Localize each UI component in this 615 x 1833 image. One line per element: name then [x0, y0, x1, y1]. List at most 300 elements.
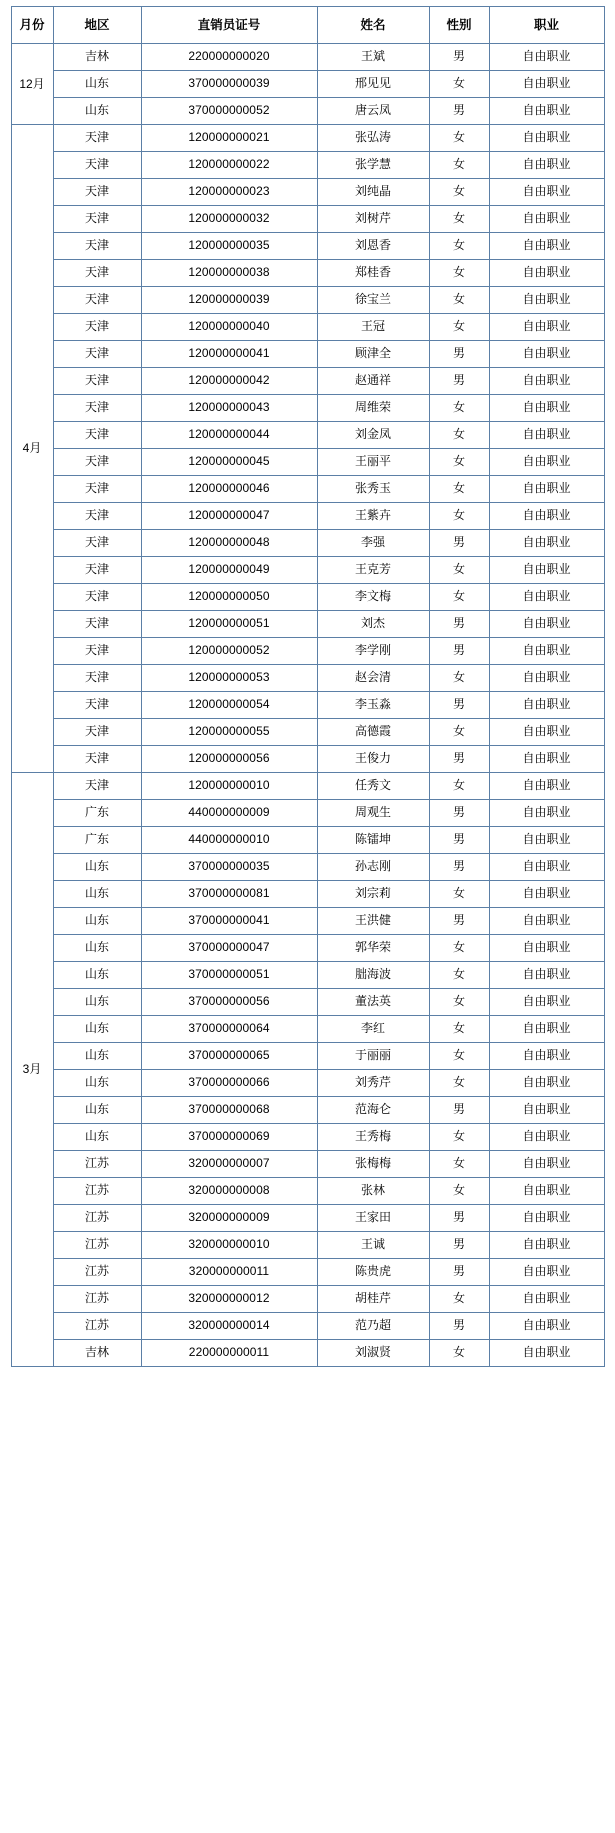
cell-region: 天津: [53, 638, 141, 665]
cell-license: 370000000068: [141, 1097, 317, 1124]
cell-job: 自由职业: [489, 206, 604, 233]
cell-job: 自由职业: [489, 449, 604, 476]
cell-license: 120000000050: [141, 584, 317, 611]
cell-job: 自由职业: [489, 1124, 604, 1151]
cell-license: 120000000055: [141, 719, 317, 746]
cell-region: 天津: [53, 557, 141, 584]
cell-name: 董法英: [317, 989, 429, 1016]
cell-region: 山东: [53, 1043, 141, 1070]
cell-name: 王洪健: [317, 908, 429, 935]
cell-region: 吉林: [53, 1340, 141, 1367]
cell-job: 自由职业: [489, 881, 604, 908]
table-row: [11, 881, 604, 908]
cell-region: 天津: [53, 341, 141, 368]
cell-name: 范乃超: [317, 1313, 429, 1340]
cell-region: 山东: [53, 962, 141, 989]
cell-gender: 女: [429, 1070, 489, 1097]
cell-name: 赵通祥: [317, 368, 429, 395]
cell-gender: 女: [429, 881, 489, 908]
cell-job: 自由职业: [489, 611, 604, 638]
cell-name: 刘淑贤: [317, 1340, 429, 1367]
cell-region: 江苏: [53, 1286, 141, 1313]
column-header-month: 月份: [11, 7, 53, 44]
cell-job: 自由职业: [489, 827, 604, 854]
cell-gender: 男: [429, 746, 489, 773]
cell-license: 120000000023: [141, 179, 317, 206]
cell-region: 山东: [53, 1124, 141, 1151]
table-row: [11, 557, 604, 584]
cell-name: 刘秀芹: [317, 1070, 429, 1097]
cell-license: 370000000081: [141, 881, 317, 908]
cell-gender: 男: [429, 368, 489, 395]
table-row: [11, 1232, 604, 1259]
cell-license: 120000000010: [141, 773, 317, 800]
cell-license: 120000000043: [141, 395, 317, 422]
cell-region: 江苏: [53, 1151, 141, 1178]
cell-gender: 女: [429, 449, 489, 476]
table-row: [11, 1070, 604, 1097]
table-row: [11, 530, 604, 557]
cell-job: 自由职业: [489, 71, 604, 98]
cell-gender: 女: [429, 206, 489, 233]
table-row: [11, 449, 604, 476]
cell-region: 山东: [53, 71, 141, 98]
cell-job: 自由职业: [489, 1340, 604, 1367]
table-row: [11, 44, 604, 71]
cell-name: 王克芳: [317, 557, 429, 584]
cell-job: 自由职业: [489, 368, 604, 395]
cell-region: 天津: [53, 314, 141, 341]
table-row: [11, 989, 604, 1016]
cell-region: 天津: [53, 179, 141, 206]
table-row: [11, 638, 604, 665]
cell-name: 李强: [317, 530, 429, 557]
table-row: [11, 179, 604, 206]
cell-license: 370000000047: [141, 935, 317, 962]
cell-license: 120000000040: [141, 314, 317, 341]
table-row: [11, 1286, 604, 1313]
cell-license: 120000000035: [141, 233, 317, 260]
cell-job: 自由职业: [489, 422, 604, 449]
cell-job: 自由职业: [489, 584, 604, 611]
cell-gender: 女: [429, 665, 489, 692]
cell-gender: 男: [429, 530, 489, 557]
cell-job: 自由职业: [489, 800, 604, 827]
cell-job: 自由职业: [489, 1286, 604, 1313]
cell-region: 天津: [53, 611, 141, 638]
cell-gender: 男: [429, 44, 489, 71]
table-row: [11, 71, 604, 98]
distributor-registration-table: [11, 6, 605, 1367]
cell-job: 自由职业: [489, 395, 604, 422]
cell-name: 王冠: [317, 314, 429, 341]
cell-name: 张学慧: [317, 152, 429, 179]
table-row: [11, 1313, 604, 1340]
cell-license: 120000000039: [141, 287, 317, 314]
cell-license: 120000000022: [141, 152, 317, 179]
cell-region: 山东: [53, 989, 141, 1016]
cell-gender: 女: [429, 314, 489, 341]
cell-name: 胡桂芹: [317, 1286, 429, 1313]
cell-region: 天津: [53, 665, 141, 692]
cell-license: 440000000009: [141, 800, 317, 827]
cell-gender: 女: [429, 1151, 489, 1178]
cell-gender: 女: [429, 503, 489, 530]
cell-license: 370000000052: [141, 98, 317, 125]
cell-name: 李红: [317, 1016, 429, 1043]
cell-license: 320000000009: [141, 1205, 317, 1232]
cell-name: 任秀文: [317, 773, 429, 800]
cell-job: 自由职业: [489, 665, 604, 692]
cell-region: 天津: [53, 233, 141, 260]
cell-job: 自由职业: [489, 746, 604, 773]
cell-gender: 女: [429, 1178, 489, 1205]
cell-job: 自由职业: [489, 476, 604, 503]
cell-region: 山东: [53, 98, 141, 125]
table-row: [11, 1151, 604, 1178]
cell-name: 顾津全: [317, 341, 429, 368]
cell-license: 320000000010: [141, 1232, 317, 1259]
table-row: [11, 800, 604, 827]
cell-name: 高德霞: [317, 719, 429, 746]
cell-gender: 女: [429, 260, 489, 287]
cell-gender: 女: [429, 422, 489, 449]
cell-gender: 女: [429, 1124, 489, 1151]
cell-gender: 男: [429, 341, 489, 368]
cell-job: 自由职业: [489, 44, 604, 71]
column-header-license: 直销员证号: [141, 7, 317, 44]
cell-name: 刘树芹: [317, 206, 429, 233]
cell-gender: 女: [429, 233, 489, 260]
cell-name: 张林: [317, 1178, 429, 1205]
cell-license: 120000000049: [141, 557, 317, 584]
cell-region: 天津: [53, 287, 141, 314]
cell-license: 370000000069: [141, 1124, 317, 1151]
month-group-cell: [11, 773, 53, 1367]
cell-region: 山东: [53, 881, 141, 908]
table-row: [11, 422, 604, 449]
cell-name: 王诚: [317, 1232, 429, 1259]
table-row: [11, 1043, 604, 1070]
table-row: [11, 854, 604, 881]
cell-region: 山东: [53, 854, 141, 881]
cell-license: 320000000012: [141, 1286, 317, 1313]
table-body: [11, 44, 604, 1367]
cell-region: 江苏: [53, 1313, 141, 1340]
cell-name: 朏海波: [317, 962, 429, 989]
table-row: [11, 368, 604, 395]
cell-gender: 女: [429, 1286, 489, 1313]
cell-job: 自由职业: [489, 314, 604, 341]
cell-gender: 男: [429, 1097, 489, 1124]
cell-license: 120000000038: [141, 260, 317, 287]
table-row: [11, 1340, 604, 1367]
cell-gender: 女: [429, 584, 489, 611]
table-row: [11, 1205, 604, 1232]
cell-license: 370000000066: [141, 1070, 317, 1097]
table-row: [11, 962, 604, 989]
cell-name: 王俊力: [317, 746, 429, 773]
cell-gender: 女: [429, 989, 489, 1016]
table-row: [11, 503, 604, 530]
cell-name: 刘宗莉: [317, 881, 429, 908]
cell-license: 120000000041: [141, 341, 317, 368]
cell-job: 自由职业: [489, 854, 604, 881]
cell-gender: 男: [429, 827, 489, 854]
cell-region: 江苏: [53, 1232, 141, 1259]
table-row: [11, 260, 604, 287]
cell-job: 自由职业: [489, 1313, 604, 1340]
cell-job: 自由职业: [489, 908, 604, 935]
cell-region: 山东: [53, 1070, 141, 1097]
cell-job: 自由职业: [489, 1178, 604, 1205]
cell-name: 范海仑: [317, 1097, 429, 1124]
cell-name: 王紫卉: [317, 503, 429, 530]
table-row: [11, 935, 604, 962]
cell-job: 自由职业: [489, 692, 604, 719]
table-row: [11, 314, 604, 341]
table-row: [11, 665, 604, 692]
cell-name: 刘恩香: [317, 233, 429, 260]
cell-region: 江苏: [53, 1178, 141, 1205]
cell-region: 山东: [53, 908, 141, 935]
cell-license: 120000000021: [141, 125, 317, 152]
cell-license: 120000000046: [141, 476, 317, 503]
cell-job: 自由职业: [489, 773, 604, 800]
cell-region: 天津: [53, 476, 141, 503]
table-row: [11, 1259, 604, 1286]
cell-name: 李文梅: [317, 584, 429, 611]
cell-gender: 男: [429, 800, 489, 827]
table-row: [11, 611, 604, 638]
cell-region: 天津: [53, 422, 141, 449]
column-header-region: 地区: [53, 7, 141, 44]
cell-license: 370000000035: [141, 854, 317, 881]
cell-region: 吉林: [53, 44, 141, 71]
cell-license: 320000000007: [141, 1151, 317, 1178]
month-label: 12月: [19, 76, 45, 91]
table-row: [11, 125, 604, 152]
cell-license: 320000000011: [141, 1259, 317, 1286]
table-row: [11, 476, 604, 503]
cell-name: 刘纯晶: [317, 179, 429, 206]
cell-name: 郭华荣: [317, 935, 429, 962]
table-row: [11, 1178, 604, 1205]
column-header-name: 姓名: [317, 7, 429, 44]
cell-region: 天津: [53, 719, 141, 746]
cell-region: 江苏: [53, 1259, 141, 1286]
cell-name: 刘金凤: [317, 422, 429, 449]
month-group-cell: [11, 44, 53, 125]
cell-job: 自由职业: [489, 1232, 604, 1259]
cell-license: 220000000011: [141, 1340, 317, 1367]
cell-region: 天津: [53, 503, 141, 530]
cell-name: 唐云凤: [317, 98, 429, 125]
cell-name: 陈镭坤: [317, 827, 429, 854]
cell-job: 自由职业: [489, 1259, 604, 1286]
cell-gender: 男: [429, 1232, 489, 1259]
cell-license: 370000000051: [141, 962, 317, 989]
cell-region: 天津: [53, 530, 141, 557]
cell-job: 自由职业: [489, 1205, 604, 1232]
cell-gender: 男: [429, 1259, 489, 1286]
cell-job: 自由职业: [489, 962, 604, 989]
cell-gender: 男: [429, 638, 489, 665]
cell-job: 自由职业: [489, 557, 604, 584]
cell-license: 320000000008: [141, 1178, 317, 1205]
cell-job: 自由职业: [489, 341, 604, 368]
cell-license: 120000000053: [141, 665, 317, 692]
cell-job: 自由职业: [489, 530, 604, 557]
cell-gender: 女: [429, 1043, 489, 1070]
cell-region: 天津: [53, 125, 141, 152]
cell-name: 陈贵虎: [317, 1259, 429, 1286]
header-row: [11, 7, 604, 44]
cell-gender: 女: [429, 773, 489, 800]
cell-gender: 女: [429, 287, 489, 314]
cell-region: 天津: [53, 260, 141, 287]
cell-gender: 女: [429, 1016, 489, 1043]
cell-name: 徐宝兰: [317, 287, 429, 314]
table-row: [11, 692, 604, 719]
cell-license: 440000000010: [141, 827, 317, 854]
cell-license: 370000000056: [141, 989, 317, 1016]
cell-license: 120000000044: [141, 422, 317, 449]
cell-license: 370000000064: [141, 1016, 317, 1043]
cell-gender: 女: [429, 719, 489, 746]
cell-gender: 男: [429, 611, 489, 638]
cell-name: 邢见见: [317, 71, 429, 98]
table-row: [11, 152, 604, 179]
cell-license: 370000000065: [141, 1043, 317, 1070]
cell-job: 自由职业: [489, 1043, 604, 1070]
cell-region: 天津: [53, 692, 141, 719]
table-row: [11, 395, 604, 422]
table-row: [11, 1124, 604, 1151]
cell-license: 120000000052: [141, 638, 317, 665]
cell-gender: 男: [429, 98, 489, 125]
cell-name: 王秀梅: [317, 1124, 429, 1151]
cell-job: 自由职业: [489, 989, 604, 1016]
cell-job: 自由职业: [489, 260, 604, 287]
cell-job: 自由职业: [489, 1097, 604, 1124]
cell-name: 王丽平: [317, 449, 429, 476]
cell-name: 郑桂香: [317, 260, 429, 287]
cell-license: 120000000032: [141, 206, 317, 233]
cell-job: 自由职业: [489, 233, 604, 260]
cell-gender: 女: [429, 962, 489, 989]
table-header: [11, 7, 604, 44]
column-header-job: 职业: [489, 7, 604, 44]
cell-name: 李学刚: [317, 638, 429, 665]
cell-gender: 女: [429, 152, 489, 179]
cell-region: 天津: [53, 368, 141, 395]
cell-license: 120000000045: [141, 449, 317, 476]
cell-job: 自由职业: [489, 287, 604, 314]
cell-job: 自由职业: [489, 935, 604, 962]
cell-region: 天津: [53, 206, 141, 233]
cell-region: 天津: [53, 746, 141, 773]
cell-gender: 女: [429, 125, 489, 152]
cell-job: 自由职业: [489, 1151, 604, 1178]
cell-region: 天津: [53, 449, 141, 476]
cell-region: 广东: [53, 827, 141, 854]
cell-gender: 女: [429, 557, 489, 584]
cell-name: 王家田: [317, 1205, 429, 1232]
cell-job: 自由职业: [489, 125, 604, 152]
cell-region: 广东: [53, 800, 141, 827]
table-row: [11, 1016, 604, 1043]
cell-name: 周观生: [317, 800, 429, 827]
month-label: 4月: [22, 441, 42, 455]
table-row: [11, 827, 604, 854]
table-row: [11, 773, 604, 800]
table-row: [11, 584, 604, 611]
table-row: [11, 287, 604, 314]
cell-gender: 女: [429, 395, 489, 422]
cell-job: 自由职业: [489, 152, 604, 179]
cell-region: 天津: [53, 773, 141, 800]
table-row: [11, 719, 604, 746]
cell-name: 张秀玉: [317, 476, 429, 503]
cell-name: 周维荣: [317, 395, 429, 422]
table-row: [11, 1097, 604, 1124]
cell-job: 自由职业: [489, 638, 604, 665]
cell-gender: 女: [429, 476, 489, 503]
cell-job: 自由职业: [489, 719, 604, 746]
cell-name: 张弘涛: [317, 125, 429, 152]
cell-gender: 女: [429, 71, 489, 98]
cell-license: 120000000047: [141, 503, 317, 530]
table-row: [11, 746, 604, 773]
cell-job: 自由职业: [489, 179, 604, 206]
cell-region: 江苏: [53, 1205, 141, 1232]
cell-gender: 女: [429, 935, 489, 962]
cell-license: 120000000056: [141, 746, 317, 773]
cell-license: 120000000051: [141, 611, 317, 638]
cell-name: 王斌: [317, 44, 429, 71]
month-label: 3月: [22, 1062, 42, 1076]
cell-gender: 女: [429, 179, 489, 206]
table-row: [11, 98, 604, 125]
table-row: [11, 908, 604, 935]
cell-region: 山东: [53, 1097, 141, 1124]
table-row: [11, 341, 604, 368]
cell-name: 张梅梅: [317, 1151, 429, 1178]
cell-license: 370000000039: [141, 71, 317, 98]
cell-gender: 男: [429, 854, 489, 881]
cell-job: 自由职业: [489, 1016, 604, 1043]
cell-region: 山东: [53, 1016, 141, 1043]
cell-license: 220000000020: [141, 44, 317, 71]
cell-license: 120000000048: [141, 530, 317, 557]
cell-name: 刘杰: [317, 611, 429, 638]
cell-gender: 女: [429, 1340, 489, 1367]
cell-region: 天津: [53, 395, 141, 422]
cell-region: 山东: [53, 935, 141, 962]
month-group-cell: [11, 125, 53, 773]
cell-name: 孙志刚: [317, 854, 429, 881]
cell-region: 天津: [53, 152, 141, 179]
cell-gender: 男: [429, 1313, 489, 1340]
cell-gender: 男: [429, 1205, 489, 1232]
cell-name: 于丽丽: [317, 1043, 429, 1070]
cell-license: 120000000054: [141, 692, 317, 719]
cell-gender: 男: [429, 692, 489, 719]
cell-region: 天津: [53, 584, 141, 611]
cell-gender: 男: [429, 908, 489, 935]
table-row: [11, 233, 604, 260]
